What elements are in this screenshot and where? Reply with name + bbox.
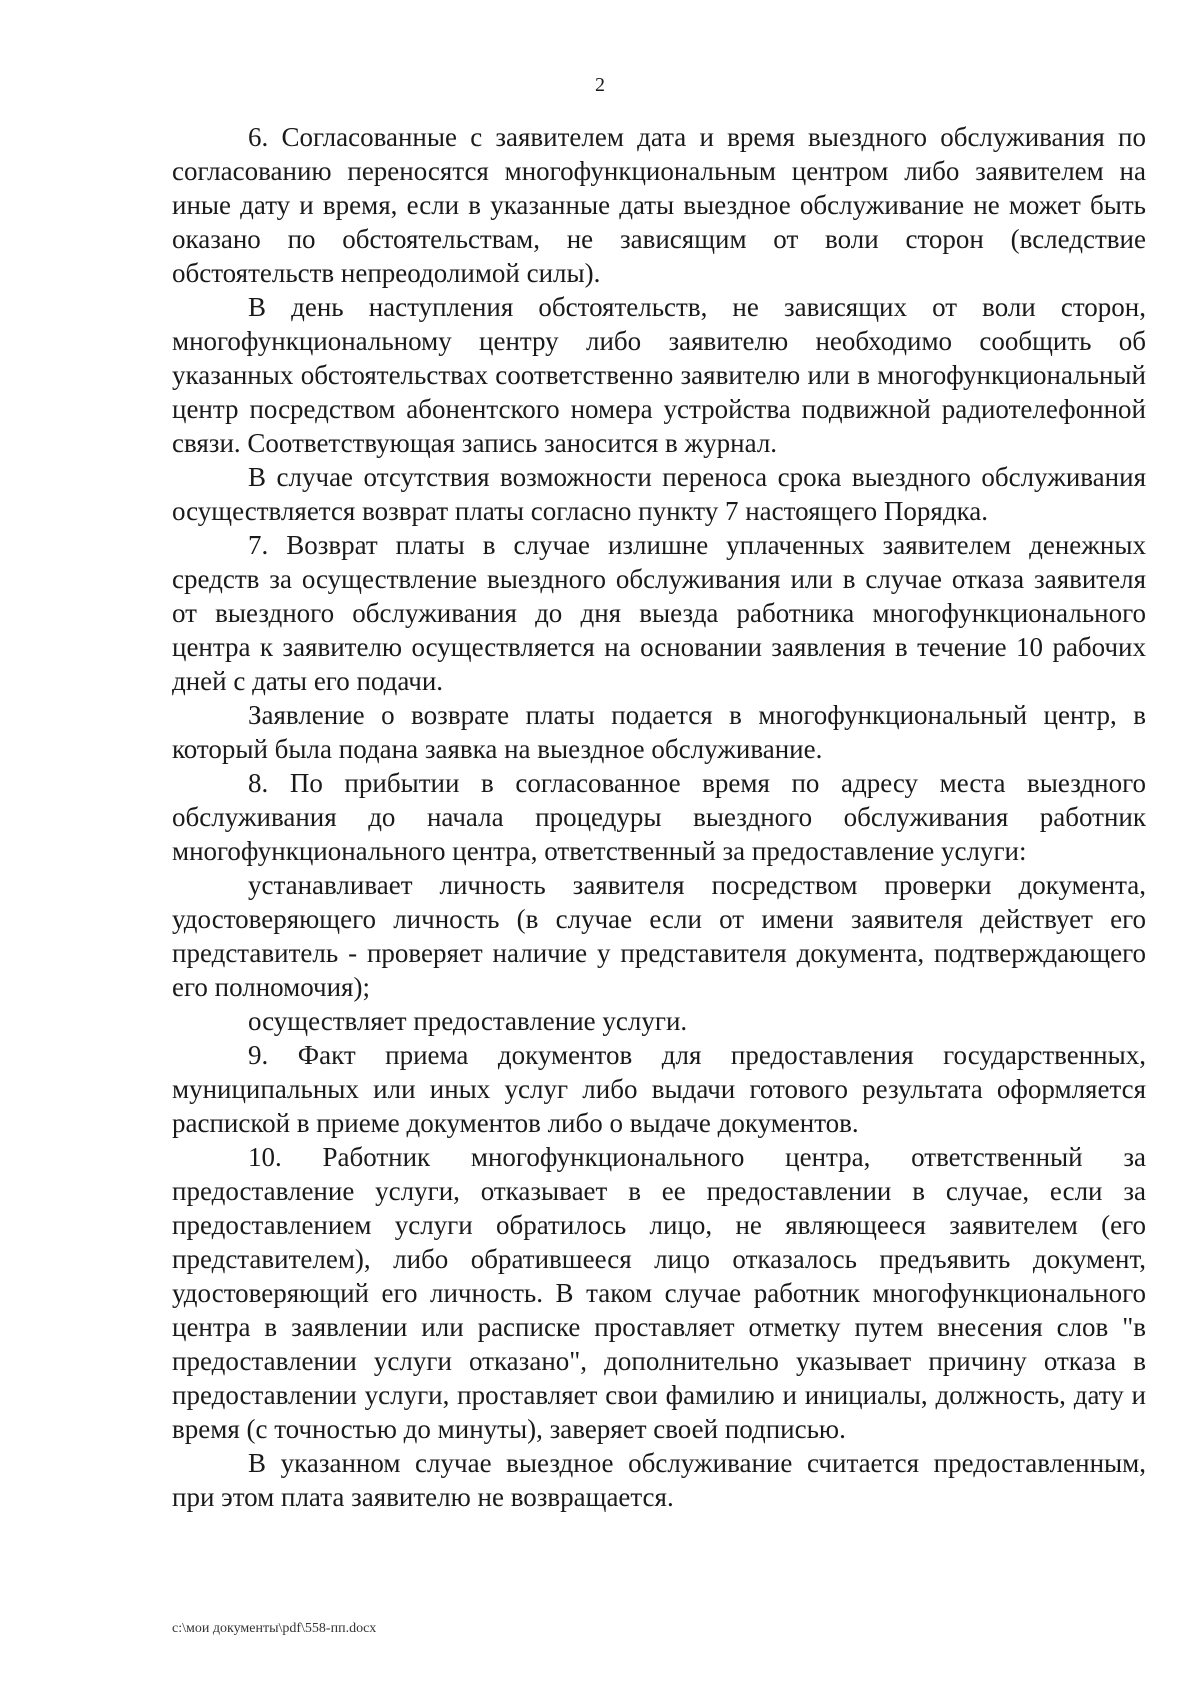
- document-body: [172, 120, 1146, 1514]
- paragraph-6: 6. Согласованные с заявителем дата и время выездного обслуживания по согласованию переносятся многофункциональным центром либо заявителем на иные дату и время, если в указанные даты выездное обслуживание не может быть оказано по обстоятельствам, не зависящим от воли сторон (вследствие обстоятельств непреодолимой силы).: [172, 122, 1146, 288]
- paragraph-service-considered-provided: В указанном случае выездное обслуживание считается предоставленным, при этом плата заявителю не возвращается.: [172, 1448, 1146, 1512]
- paragraph-8-provide-service: осуществляет предоставление услуги.: [248, 1006, 688, 1036]
- footer-file-path: c:\мои документы\pdf\558-пп.docx: [172, 1621, 377, 1636]
- paragraph-8-identity-check: устанавливает личность заявителя посредством проверки документа, удостоверяющего личность (в случае если от имени заявителя действует его представитель - проверяет наличие у представителя документа, подтверждающего его полномочия);: [172, 870, 1146, 1002]
- paragraph-7: 7. Возврат платы в случае излишне уплаченных заявителем денежных средств за осуществление выездного обслуживания или в случае отказа заявителя от выездного обслуживания до дня выезда работника многофункционального центра к заявителю осуществляется на основании заявления в течение 10 рабочих дней с даты его подачи.: [172, 530, 1146, 696]
- page-number: 2: [595, 74, 605, 96]
- paragraph-refund-if-no-reschedule: В случае отсутствия возможности переноса срока выездного обслуживания осуществляется возврат платы согласно пункту 7 настоящего Порядка.: [172, 462, 1146, 526]
- paragraph-refund-application: Заявление о возврате платы подается в многофункциональный центр, в который была подана заявка на выездное обслуживание.: [172, 700, 1146, 764]
- paragraph-force-majeure-notice: В день наступления обстоятельств, не зависящих от воли сторон, многофункциональному центру либо заявителю необходимо сообщить об указанных обстоятельствах соответственно заявителю или в многофункциональный центр посредством абонентского номера устройства подвижной радиотелефонной связи. Соответствующая запись заносится в журнал.: [172, 292, 1146, 458]
- paragraph-8: 8. По прибытии в согласованное время по адресу места выездного обслуживания до начала процедуры выездного обслуживания работник многофункционального центра, ответственный за предоставление услуги:: [172, 768, 1146, 866]
- paragraph-9: 9. Факт приема документов для предоставления государственных, муниципальных или иных услуг либо выдачи готового результата оформляется распиской в приеме документов либо о выдаче документов.: [172, 1040, 1146, 1138]
- paragraph-10: 10. Работник многофункционального центра, ответственный за предоставление услуги, отказывает в ее предоставлении в случае, если за предоставлением услуги обратилось лицо, не являющееся заявителем (его представителем), либо обратившееся лицо отказалось предъявить документ, удостоверяющий его личность. В таком случае работник многофункционального центра в заявлении или расписке проставляет отметку путем внесения слов "в предоставлении услуги отказано", дополнительно указывает причину отказа в предоставлении услуги, проставляет свои фамилию и инициалы, должность, дату и время (с точностью до минуты), заверяет своей подписью.: [172, 1142, 1146, 1444]
